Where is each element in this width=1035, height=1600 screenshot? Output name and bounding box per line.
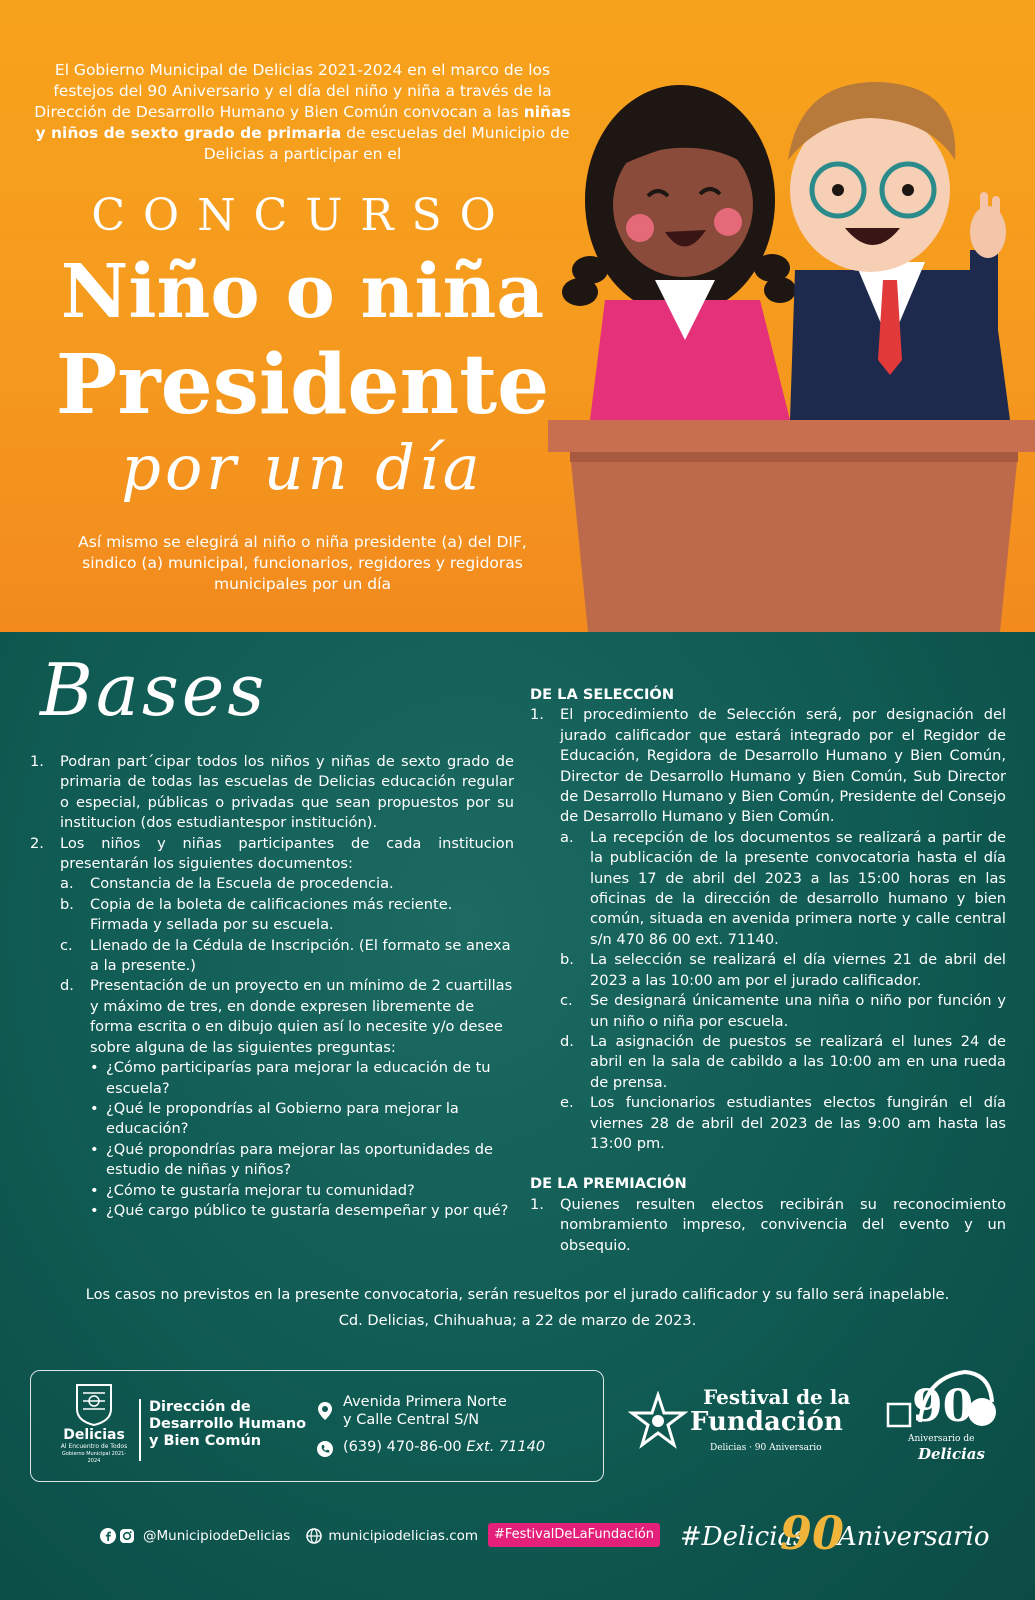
item-number: 1. xyxy=(530,1195,544,1213)
sub-item-letter: e. xyxy=(560,1094,574,1112)
closing-notes xyxy=(0,1282,1035,1334)
dept-line: y Bien Común xyxy=(149,1433,262,1449)
item-text: Quienes resulten electos recibirán su reconocimiento nombramiento impreso, convivencia del evento y un obsequio. xyxy=(560,1195,1006,1254)
sub-item-text: La asignación de puestos se realizará el lunes 24 de abril en la sala de cabildo a las 10:00 am en una rueda de prensa. xyxy=(590,1032,1006,1091)
sub-list-item xyxy=(530,1032,1006,1093)
phone-number[interactable]: (639) 470-86-00 xyxy=(343,1439,462,1455)
phone-icon xyxy=(317,1441,333,1457)
phone xyxy=(343,1439,545,1455)
bullet-icon: • xyxy=(90,1140,99,1158)
sub-list-item xyxy=(30,936,514,977)
question-text: ¿Qué propondrías para mejorar las oportunidades de estudio de niñas y niños? xyxy=(106,1140,494,1179)
address-line: Avenida Primera Norte xyxy=(343,1394,507,1410)
subnote-text: Así mismo se elegirá al niño o niña presidente (a) del DIF, sindico (a) municipal, funcionarios, regidores y regidoras municipales por un día xyxy=(78,533,527,593)
bases-list xyxy=(30,752,514,1221)
sub-list-item xyxy=(530,828,1006,950)
festival-star-icon xyxy=(628,1391,688,1451)
intro-text xyxy=(30,60,575,165)
seleccion-heading: DE LA SELECCIÓN xyxy=(530,686,675,703)
address-line: y Calle Central S/N xyxy=(343,1412,480,1428)
ninety-number: 90 xyxy=(912,1381,974,1432)
question-text: ¿Cómo participarías para mejorar la educación de tu escuela? xyxy=(106,1059,491,1097)
intro-part-1: El Gobierno Municipal de Delicias 2021-2024 en el marco de los festejos del 90 Aniversario y el día del niño y niña a través de la Dirección de Desarrollo Humano y Bien Común convocan a las xyxy=(34,61,552,121)
sub-item-text: La selección se realizará el día viernes 21 de abril del 2023 a las 10:00 am por el jurado calificador. xyxy=(590,951,1006,989)
header-banner xyxy=(0,0,1035,632)
sub-list-item xyxy=(30,874,514,894)
department-name xyxy=(149,1399,306,1450)
seleccion-column xyxy=(530,685,1006,1256)
divider xyxy=(139,1399,141,1461)
logo-name: Delicias xyxy=(63,1427,125,1443)
hashtag-part-2: Aniversario xyxy=(838,1522,990,1552)
closing-line: Los casos no previstos en la presente convocatoria, serán resueltos por el jurado calificador y su fallo será inapelable. xyxy=(85,1286,950,1303)
question-item xyxy=(30,1140,514,1181)
dept-line: Desarrollo Humano xyxy=(149,1416,307,1432)
social-handle[interactable]: @MunicipiodeDelicias xyxy=(143,1528,291,1544)
logo-sub: Gobierno Municipal 2021-2024 xyxy=(61,1451,127,1464)
title-line-2: Presidente xyxy=(55,337,550,433)
item-number: 1. xyxy=(530,706,544,724)
contact-box xyxy=(30,1370,604,1482)
sub-item-letter: a. xyxy=(60,875,74,893)
concurso-label: CONCURSO xyxy=(91,190,514,241)
hashtag-delicias-90 xyxy=(680,1506,990,1566)
phone-extension: Ext. 71140 xyxy=(466,1439,546,1455)
dept-line: Dirección de xyxy=(149,1399,251,1415)
question-text: ¿Qué le propondrías al Gobierno para mejorar la educación? xyxy=(106,1099,459,1138)
list-item xyxy=(30,752,514,834)
bases-title: Bases xyxy=(40,648,268,732)
sub-item-text: Presentación de un proyecto en un mínimo de 2 cuartillas y máximo de tres, en donde expresen libremente de forma escrita o en dibujo quien así lo necesite y/o desee sobre alguna de las siguientes preguntas: xyxy=(90,977,513,1056)
delicias-logo xyxy=(59,1381,129,1465)
sub-item-text: Llenado de la Cédula de Inscripción. (El formato se anexa a la presente.) xyxy=(90,936,511,975)
closing-date: Cd. Delicias, Chihuahua; a 22 de marzo de 2023. xyxy=(338,1312,697,1329)
sub-item-text: Los funcionarios estudiantes electos fungirán el día viernes 28 de abril del 2023 de las 9:00 am hasta las 13:00 pm. xyxy=(590,1094,1006,1152)
sub-item-text: Constancia de la Escuela de procedencia. xyxy=(90,875,394,893)
location-pin-icon xyxy=(317,1401,333,1421)
question-text: ¿Qué cargo público te gustaría desempeñar y por qué? xyxy=(106,1201,509,1219)
festival-logo xyxy=(628,1385,851,1465)
intro-part-2: de escuelas del Municipio de Delicias a participar en el xyxy=(203,124,570,163)
bullet-icon: • xyxy=(90,1099,99,1117)
list-item xyxy=(30,834,514,875)
ninety-line-1: Aniversario de xyxy=(908,1434,975,1444)
item-text: El procedimiento de Selección será, por designación del jurado calificador que estará integrado por el Regidor de Educación, Regidora de Desarrollo Humano y Bien Común, Director de Desarrollo Humano y Bien Común, Sub Director de Desarrollo Humano y Bien Común, Presidente del Consejo de Desarrollo Humano y Bien Común. xyxy=(560,706,1006,826)
hashtag-number: 90 xyxy=(780,1506,845,1560)
sub-list-item xyxy=(30,976,514,1058)
sub-list-item xyxy=(530,950,1006,991)
sub-item-text: Copia de la boleta de calificaciones más reciente. Firmada y sellada por su escuela. xyxy=(90,895,453,934)
sub-item-letter: d. xyxy=(560,1032,574,1050)
item-number: 1. xyxy=(30,753,44,770)
list-item xyxy=(530,705,1006,827)
question-text: ¿Cómo te gustaría mejorar tu comunidad? xyxy=(106,1181,415,1199)
item-text: Podran part´cipar todos los niños y niñas de sexto grado de primaria de todas las escuelas de Delicias educación regular o especial, públicas o privadas que sean propuestos por su institucion (dos estudiantespor institución). xyxy=(60,753,514,832)
hashtag-part-1: #Delicias xyxy=(680,1522,807,1552)
question-item xyxy=(30,1181,514,1201)
ninety-anniversary-logo xyxy=(880,1362,1010,1472)
instagram-icon[interactable] xyxy=(119,1528,135,1544)
sub-item-text: La recepción de los documentos se realizará a partir de la publicación de la presente convocatoria hasta el día lunes 17 de abril del 2023 a las 15:00 horas en las oficinas de la dirección de desarrollo humano y bien común, situada en avenida primera norte y calle central s/n 470 86 00 ext. 71140. xyxy=(590,828,1006,948)
sub-list-item xyxy=(30,895,514,936)
question-item xyxy=(30,1099,514,1140)
facebook-icon[interactable] xyxy=(100,1528,116,1544)
question-item xyxy=(30,1058,514,1099)
title-line-3: por un día xyxy=(121,431,484,504)
premiacion-heading: DE LA PREMIACIÓN xyxy=(530,1175,687,1193)
sub-item-letter: c. xyxy=(560,992,573,1010)
sub-list-item xyxy=(530,991,1006,1032)
question-item xyxy=(30,1201,514,1221)
title-line-1: Niño o niña xyxy=(60,249,545,335)
sub-list-item xyxy=(530,1093,1006,1154)
crest-icon xyxy=(71,1381,117,1427)
festival-line-3: Delicias · 90 Aniversario xyxy=(710,1443,822,1453)
website-link[interactable]: municipiodelicias.com xyxy=(328,1528,479,1544)
logo-tagline: Al Encuentro de Todos xyxy=(60,1443,128,1450)
sub-item-letter: d. xyxy=(60,977,74,995)
bullet-icon: • xyxy=(90,1181,99,1199)
item-number: 2. xyxy=(30,834,44,852)
sub-item-letter: b. xyxy=(60,895,74,913)
festival-line-1: Festival de la xyxy=(703,1385,851,1409)
social-row xyxy=(100,1525,478,1547)
intro-bold: niñas y niños de sexto grado de primaria xyxy=(35,103,571,142)
sub-item-letter: b. xyxy=(560,951,574,969)
sub-item-letter: a. xyxy=(560,828,574,846)
item-text: Los niños y niñas participantes de cada institucion presentarán los siguientes documentos: xyxy=(60,834,514,873)
list-item xyxy=(530,1195,1006,1256)
bullet-icon: • xyxy=(90,1059,99,1077)
address xyxy=(343,1393,507,1429)
sub-item-letter: c. xyxy=(60,936,73,954)
sub-item-text: Se designará únicamente una niña o niño por función y un niño o niña por escuela. xyxy=(590,992,1006,1030)
globe-icon xyxy=(306,1528,322,1544)
bullet-icon: • xyxy=(90,1201,99,1219)
hashtag-pill[interactable]: #FestivalDeLaFundación xyxy=(488,1523,660,1547)
festival-line-2: Fundación xyxy=(690,1407,843,1437)
ninety-line-2: Delicias xyxy=(918,1445,985,1463)
